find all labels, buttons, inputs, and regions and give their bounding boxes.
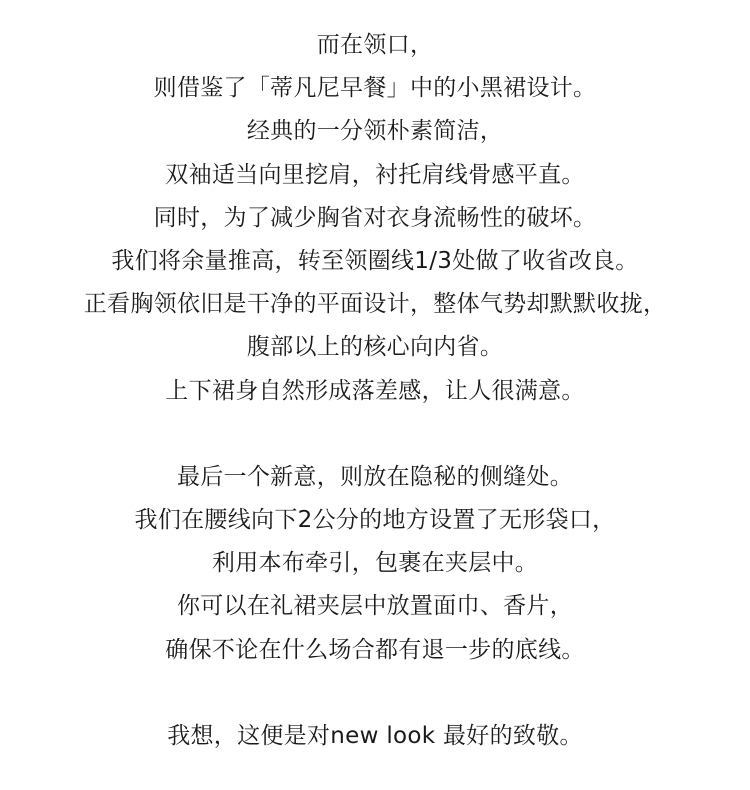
paragraph-spacer bbox=[0, 672, 750, 715]
text-line: 而在领口， bbox=[316, 32, 434, 58]
text-line: 利用本布牵引，包裹在夹层中。 bbox=[211, 550, 539, 577]
text-line: 正看胸领依旧是干净的平面设计，整体气势却默默收拢， bbox=[83, 291, 667, 318]
article-body bbox=[0, 24, 750, 758]
text-line: 最后一个新意，则放在隐秘的侧缝处。 bbox=[176, 463, 574, 490]
text-line: 我们在腰线向下2公分的地方设置了无形袋口， bbox=[134, 507, 616, 534]
text-line: 同时，为了减少胸省对衣身流畅性的破坏。 bbox=[153, 204, 597, 231]
text-line: 则借鉴了「蒂凡尼早餐」中的小黑裙设计。 bbox=[153, 75, 597, 102]
text-line: 我们将余量推高，转至领圈线1/3处做了收省改良。 bbox=[111, 247, 639, 274]
text-line: 腹部以上的核心向内省。 bbox=[246, 334, 504, 361]
paragraph-neckline bbox=[0, 24, 750, 413]
text-line: 我想，这便是对new look 最好的致敬。 bbox=[167, 723, 583, 749]
text-line: 上下裙身自然形成落差感，让人很满意。 bbox=[165, 377, 585, 404]
text-line: 你可以在礼裙夹层中放置面巾、香片， bbox=[176, 593, 574, 620]
paragraph-spacer bbox=[0, 413, 750, 456]
paragraph-side-pocket bbox=[0, 456, 750, 672]
paragraph-closing bbox=[0, 715, 750, 758]
text-line: 经典的一分领朴素简洁， bbox=[246, 118, 504, 145]
text-line: 确保不论在什么场合都有退一步的底线。 bbox=[165, 636, 585, 663]
text-line: 双袖适当向里挖肩，衬托肩线骨感平直。 bbox=[165, 161, 585, 188]
